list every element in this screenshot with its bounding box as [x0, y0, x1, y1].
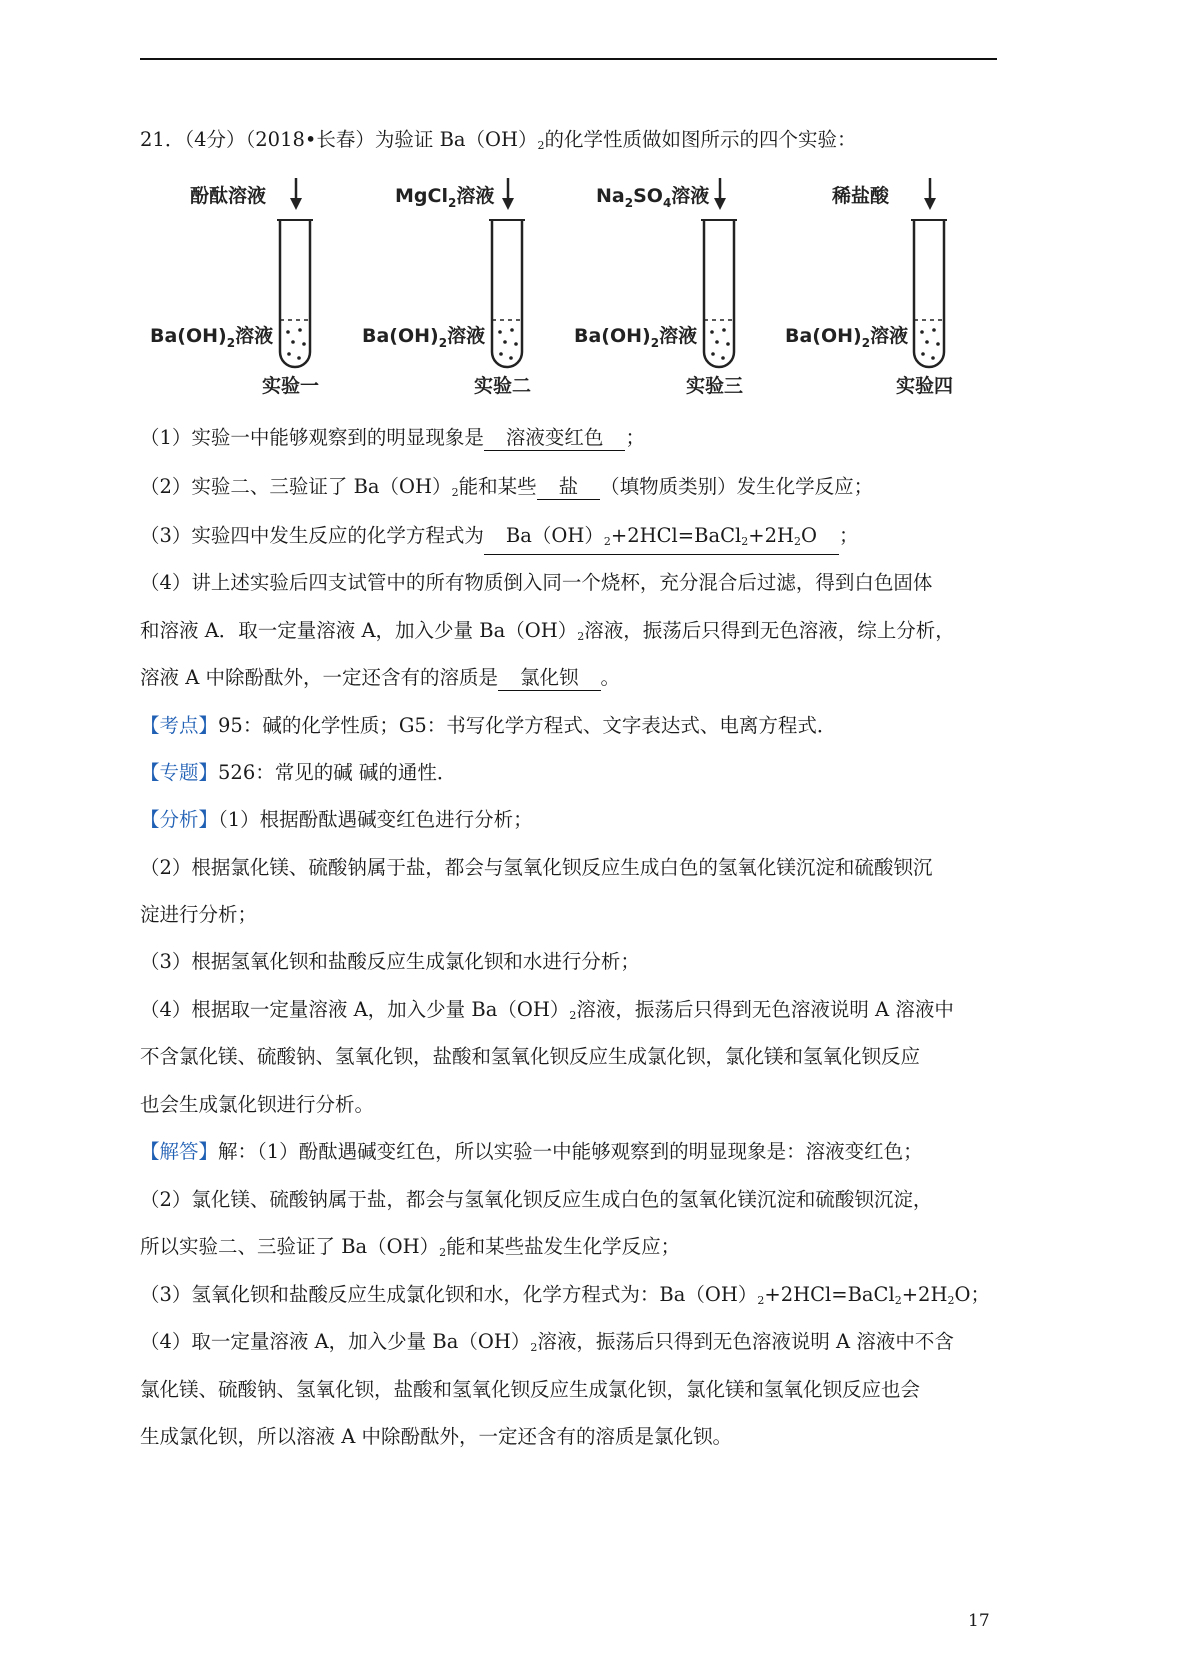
experiment-2 — [362, 178, 531, 397]
experiment-label-1: 实验一 — [262, 375, 320, 397]
experiment-1 — [150, 178, 319, 397]
test-tube-3 — [701, 220, 737, 367]
test-tube-2 — [489, 220, 525, 367]
jieda-line-5: （4）取一定量溶液 A，加入少量 $Ba(OH)_2$溶液，振荡后只得到无色溶液说明 A 溶液中不含 — [140, 1330, 954, 1354]
kaodian-tag: 【考点】 — [140, 714, 219, 737]
jieda-line-3: 所以实验二、三验证了 $Ba(OH)_2$能和某些盐发生化学反应； — [140, 1235, 681, 1259]
test-tube-4 — [911, 220, 947, 367]
jieda-line-6: 氯化镁、硫酸钠、氢氧化钡，盐酸和氢氧化钡反应生成氯化钡，氯化镁和氢氧化钡反应也会 — [140, 1378, 921, 1401]
sub-question-1: （1）实验一中能够观察到的明显现象是 溶液变红色 ； — [140, 426, 645, 449]
fenxi-line-4: （3）根据氢氧化钡和盐酸反应生成氯化钡和水进行分析； — [140, 950, 640, 973]
reagent-label-3: $Na_2SO_4$溶液 — [596, 185, 710, 210]
sub-question-2: （2）实验二、三验证了 $Ba(OH)_2$能和某些 盐 （填物质类别）发生化学反应； — [140, 475, 874, 499]
fenxi-tag: 【分析】 — [140, 808, 219, 831]
reagent-label-4: 稀盐酸 — [832, 185, 890, 207]
fenxi-line-6: 不含氯化镁、硫酸钠、氢氧化钡，盐酸和氢氧化钡反应生成氯化钡，氯化镁和氢氧化钡反应 — [140, 1045, 921, 1068]
jieda-line-4: （3）氢氧化钡和盐酸反应生成氯化钡和水，化学方程式为：$Ba(OH)_2+2HCl=BaCl_2+2H_2O$； — [140, 1283, 990, 1307]
reagent-label-2: MgCl$_2$溶液 — [395, 185, 495, 210]
experiment-4 — [785, 178, 953, 397]
reagent-label-1: 酚酞溶液 — [190, 185, 267, 207]
header-rule — [140, 58, 997, 60]
fenxi-line-2: （2）根据氯化镁、硫酸钠属于盐，都会与氢氧化钡反应生成白色的氢氧化镁沉淀和硫酸钡沉 — [140, 856, 933, 879]
jieda-line-7: 生成氯化钡，所以溶液 A 中除酚酞外，一定还含有的溶质是氯化钡。 — [140, 1425, 732, 1448]
jieda-line-1: 【解答】解：（1）酚酞遇碱变红色，所以实验一中能够观察到的明显现象是：溶液变红色； — [140, 1140, 923, 1163]
jieda-tag: 【解答】 — [140, 1140, 219, 1163]
test-tube-1 — [277, 220, 313, 367]
fenxi-line-1: 【分析】（1）根据酚酞遇碱变红色进行分析； — [140, 808, 533, 831]
answer-blank-3: $Ba(OH)_2+2HCl=BaCl_2+2H_2O$ — [484, 524, 839, 555]
solution-label-2: $Ba(OH)_2$溶液 — [362, 325, 486, 350]
zhuanti-tag: 【专题】 — [140, 761, 219, 784]
solution-label-3: $Ba(OH)_2$溶液 — [574, 325, 698, 350]
answer-blank-2: 盐 — [537, 475, 601, 500]
page-number: 17 — [968, 1611, 990, 1631]
question-stem: 21．（4分）（2018•长春）为验证 $Ba(OH)_2$的化学性质做如图所示的四个实验： — [140, 128, 857, 152]
fenxi-line-7: 也会生成氯化钡进行分析。 — [140, 1093, 375, 1116]
question-score: （4分） — [184, 128, 246, 151]
kaodian-section: 【考点】95：碱的化学性质；G5：书写化学方程式、文字表达式、电离方程式． — [140, 714, 837, 737]
answer-blank-4: 氯化钡 — [498, 666, 601, 691]
experiment-label-4: 实验四 — [896, 375, 954, 397]
fenxi-line-5: （4）根据取一定量溶液 A，加入少量 $Ba(OH)_2$溶液，振荡后只得到无色溶液说明 A 溶液中 — [140, 998, 954, 1022]
fenxi-line-3: 淀进行分析； — [140, 903, 258, 926]
sub-question-4-line-1: （4）讲上述实验后四支试管中的所有物质倒入同一个烧杯，充分混合后过滤，得到白色固体 — [140, 571, 933, 594]
experiment-diagram — [140, 170, 1000, 402]
solution-label-1: $Ba(OH)_2$溶液 — [150, 325, 274, 350]
experiment-label-3: 实验三 — [686, 375, 744, 397]
experiment-figure — [140, 170, 1000, 402]
drop-arrow-4 — [924, 178, 936, 210]
answer-blank-1: 溶液变红色 — [484, 426, 626, 451]
experiment-3 — [574, 178, 743, 397]
drop-arrow-2 — [502, 178, 514, 210]
experiment-label-2: 实验二 — [474, 375, 532, 397]
drop-arrow-1 — [290, 178, 302, 210]
sub-question-4-line-3: 溶液 A 中除酚酞外，一定还含有的溶质是 氯化钡 。 — [140, 666, 621, 689]
jieda-line-2: （2）氯化镁、硫酸钠属于盐，都会与氢氧化钡反应生成白色的氢氧化镁沉淀和硫酸钡沉淀， — [140, 1188, 933, 1211]
sub-question-3: （3）实验四中发生反应的化学方程式为 $Ba(OH)_2+2HCl=BaCl_2+2H_2O$ ； — [140, 522, 859, 555]
solution-label-4: $Ba(OH)_2$溶液 — [785, 325, 909, 350]
drop-arrow-3 — [714, 178, 726, 210]
question-number: 21． — [140, 128, 185, 151]
question-source: （2018•长春） — [245, 128, 375, 151]
zhuanti-section: 【专题】526：常见的碱 碱的通性． — [140, 761, 457, 784]
sub-question-4-line-2: 和溶液 A．取一定量溶液 A，加入少量 $Ba(OH)_2$溶液，振荡后只得到无色溶液，综上分析， — [140, 619, 955, 643]
